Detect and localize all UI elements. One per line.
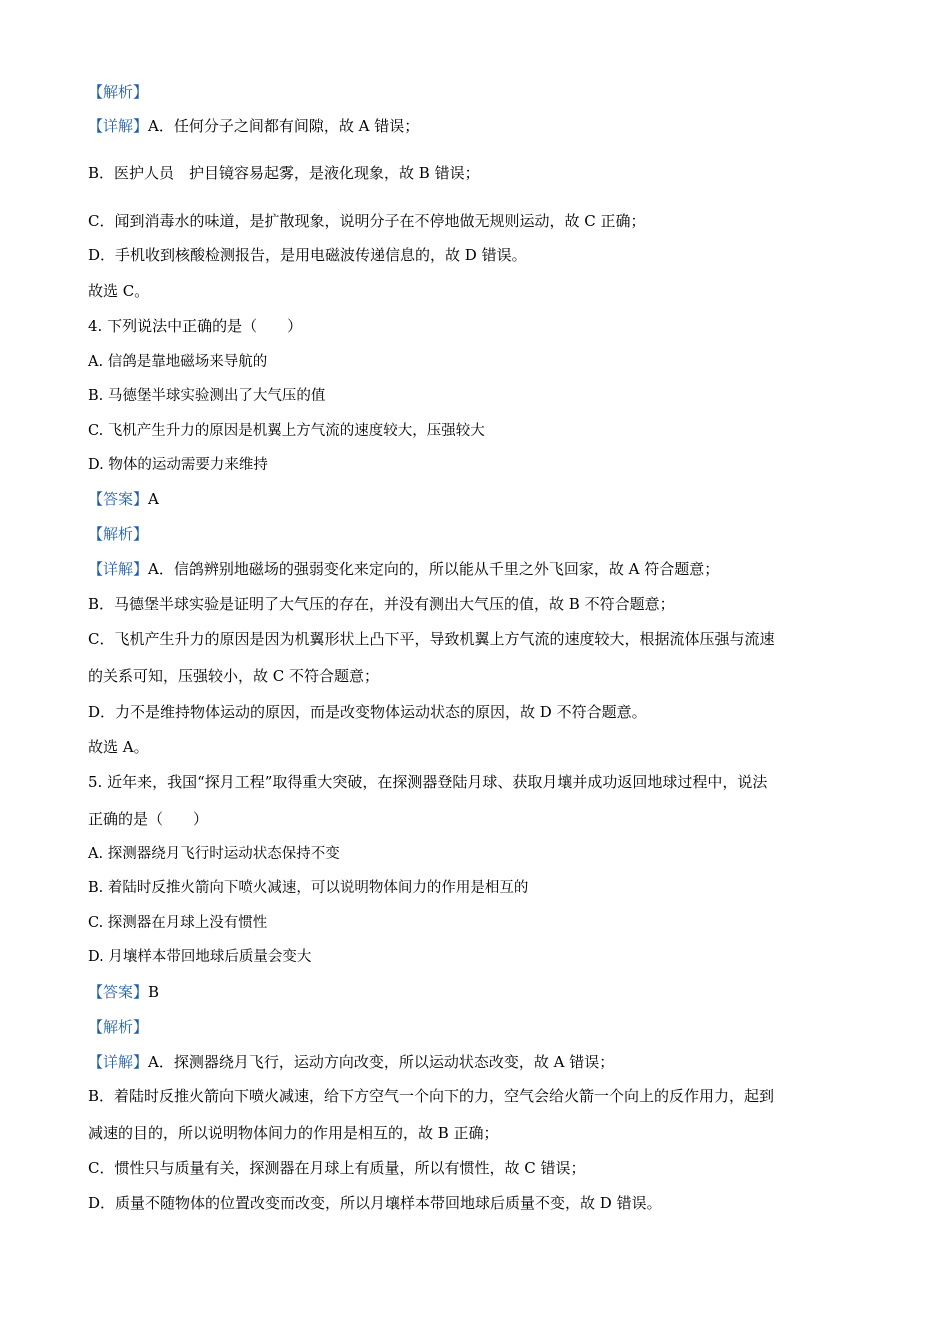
- option-b: B. 着陆时反推火箭向下喷火减速，可以说明物体间力的作用是相互的: [88, 880, 529, 896]
- option-d: D. 物体的运动需要力来维持: [88, 457, 268, 473]
- option-b: B. 马德堡半球实验测出了大气压的值: [88, 388, 326, 404]
- detail-text: A．信鸽辨别地磁场的强弱变化来定向的，所以能从千里之外飞回家，故 A 符合题意；: [148, 560, 720, 578]
- question-stem-cont: 正确的是（ ）: [88, 810, 209, 828]
- detail-line: D．手机收到核酸检测报告，是用电磁波传递信息的，故 D 错误。: [88, 246, 527, 264]
- option-a: A. 探测器绕月飞行时运动状态保持不变: [88, 846, 340, 862]
- analysis-heading: 【解析】: [88, 83, 149, 101]
- detail-line: [88, 116, 419, 136]
- detail-line: B．着陆时反推火箭向下喷火减速，给下方空气一个向下的力，空气会给火箭一个向上的反作用力，起到: [88, 1087, 775, 1105]
- question-stem: 5. 近年来，我国“探月工程”取得重大突破，在探测器登陆月球、获取月壤并成功返回地球过程中，说法: [88, 773, 768, 791]
- conclusion: 故选 A。: [88, 738, 149, 756]
- conclusion: 故选 C。: [88, 282, 150, 300]
- question-stem: 4. 下列说法中正确的是（ ）: [88, 317, 303, 335]
- option-d: D. 月壤样本带回地球后质量会变大: [88, 949, 312, 965]
- detail-line: C．惯性只与质量有关，探测器在月球上有质量，所以有惯性，故 C 错误；: [88, 1159, 586, 1177]
- answer-line: [88, 982, 159, 1002]
- detail-text: A．任何分子之间都有间隙，故 A 错误；: [148, 117, 420, 135]
- option-c: C. 探测器在月球上没有惯性: [88, 915, 268, 931]
- detail-line: C．闻到消毒水的味道，是扩散现象，说明分子在不停地做无规则运动，故 C 正确；: [88, 212, 646, 230]
- detail-tag: 【详解】: [88, 560, 149, 578]
- detail-line: D．质量不随物体的位置改变而改变，所以月壤样本带回地球后质量不变，故 D 错误。: [88, 1194, 662, 1212]
- answer-tag: 【答案】: [88, 983, 149, 1001]
- answer-tag: 【答案】: [88, 490, 149, 508]
- detail-line: 减速的目的，所以说明物体间力的作用是相互的，故 B 正确；: [88, 1124, 499, 1142]
- detail-tag: 【详解】: [88, 117, 149, 135]
- detail-line: D．力不是维持物体运动的原因，而是改变物体运动状态的原因，故 D 不符合题意。: [88, 703, 647, 721]
- option-a: A. 信鸽是靠地磁场来导航的: [88, 354, 268, 370]
- answer-value: B: [148, 983, 160, 1001]
- detail-line: C．飞机产生升力的原因是因为机翼形状上凸下平，导致机翼上方气流的速度较大，根据流体压强与流速: [88, 630, 775, 648]
- analysis-heading: 【解析】: [88, 525, 149, 543]
- answer-line: [88, 489, 159, 509]
- detail-tag: 【详解】: [88, 1053, 149, 1071]
- detail-line: [88, 559, 719, 579]
- detail-line: B．医护人员 护目镜容易起雾，是液化现象，故 B 错误；: [88, 164, 480, 182]
- detail-line: 的关系可知，压强较小，故 C 不符合题意；: [88, 667, 380, 685]
- answer-value: A: [148, 490, 159, 508]
- detail-text: A．探测器绕月飞行，运动方向改变，所以运动状态改变，故 A 错误；: [148, 1053, 615, 1071]
- detail-line: B．马德堡半球实验是证明了大气压的存在，并没有测出大气压的值，故 B 不符合题意；: [88, 595, 675, 613]
- option-c: C. 飞机产生升力的原因是机翼上方气流的速度较大，压强较大: [88, 423, 485, 439]
- detail-line: [88, 1052, 614, 1072]
- analysis-heading: 【解析】: [88, 1018, 149, 1036]
